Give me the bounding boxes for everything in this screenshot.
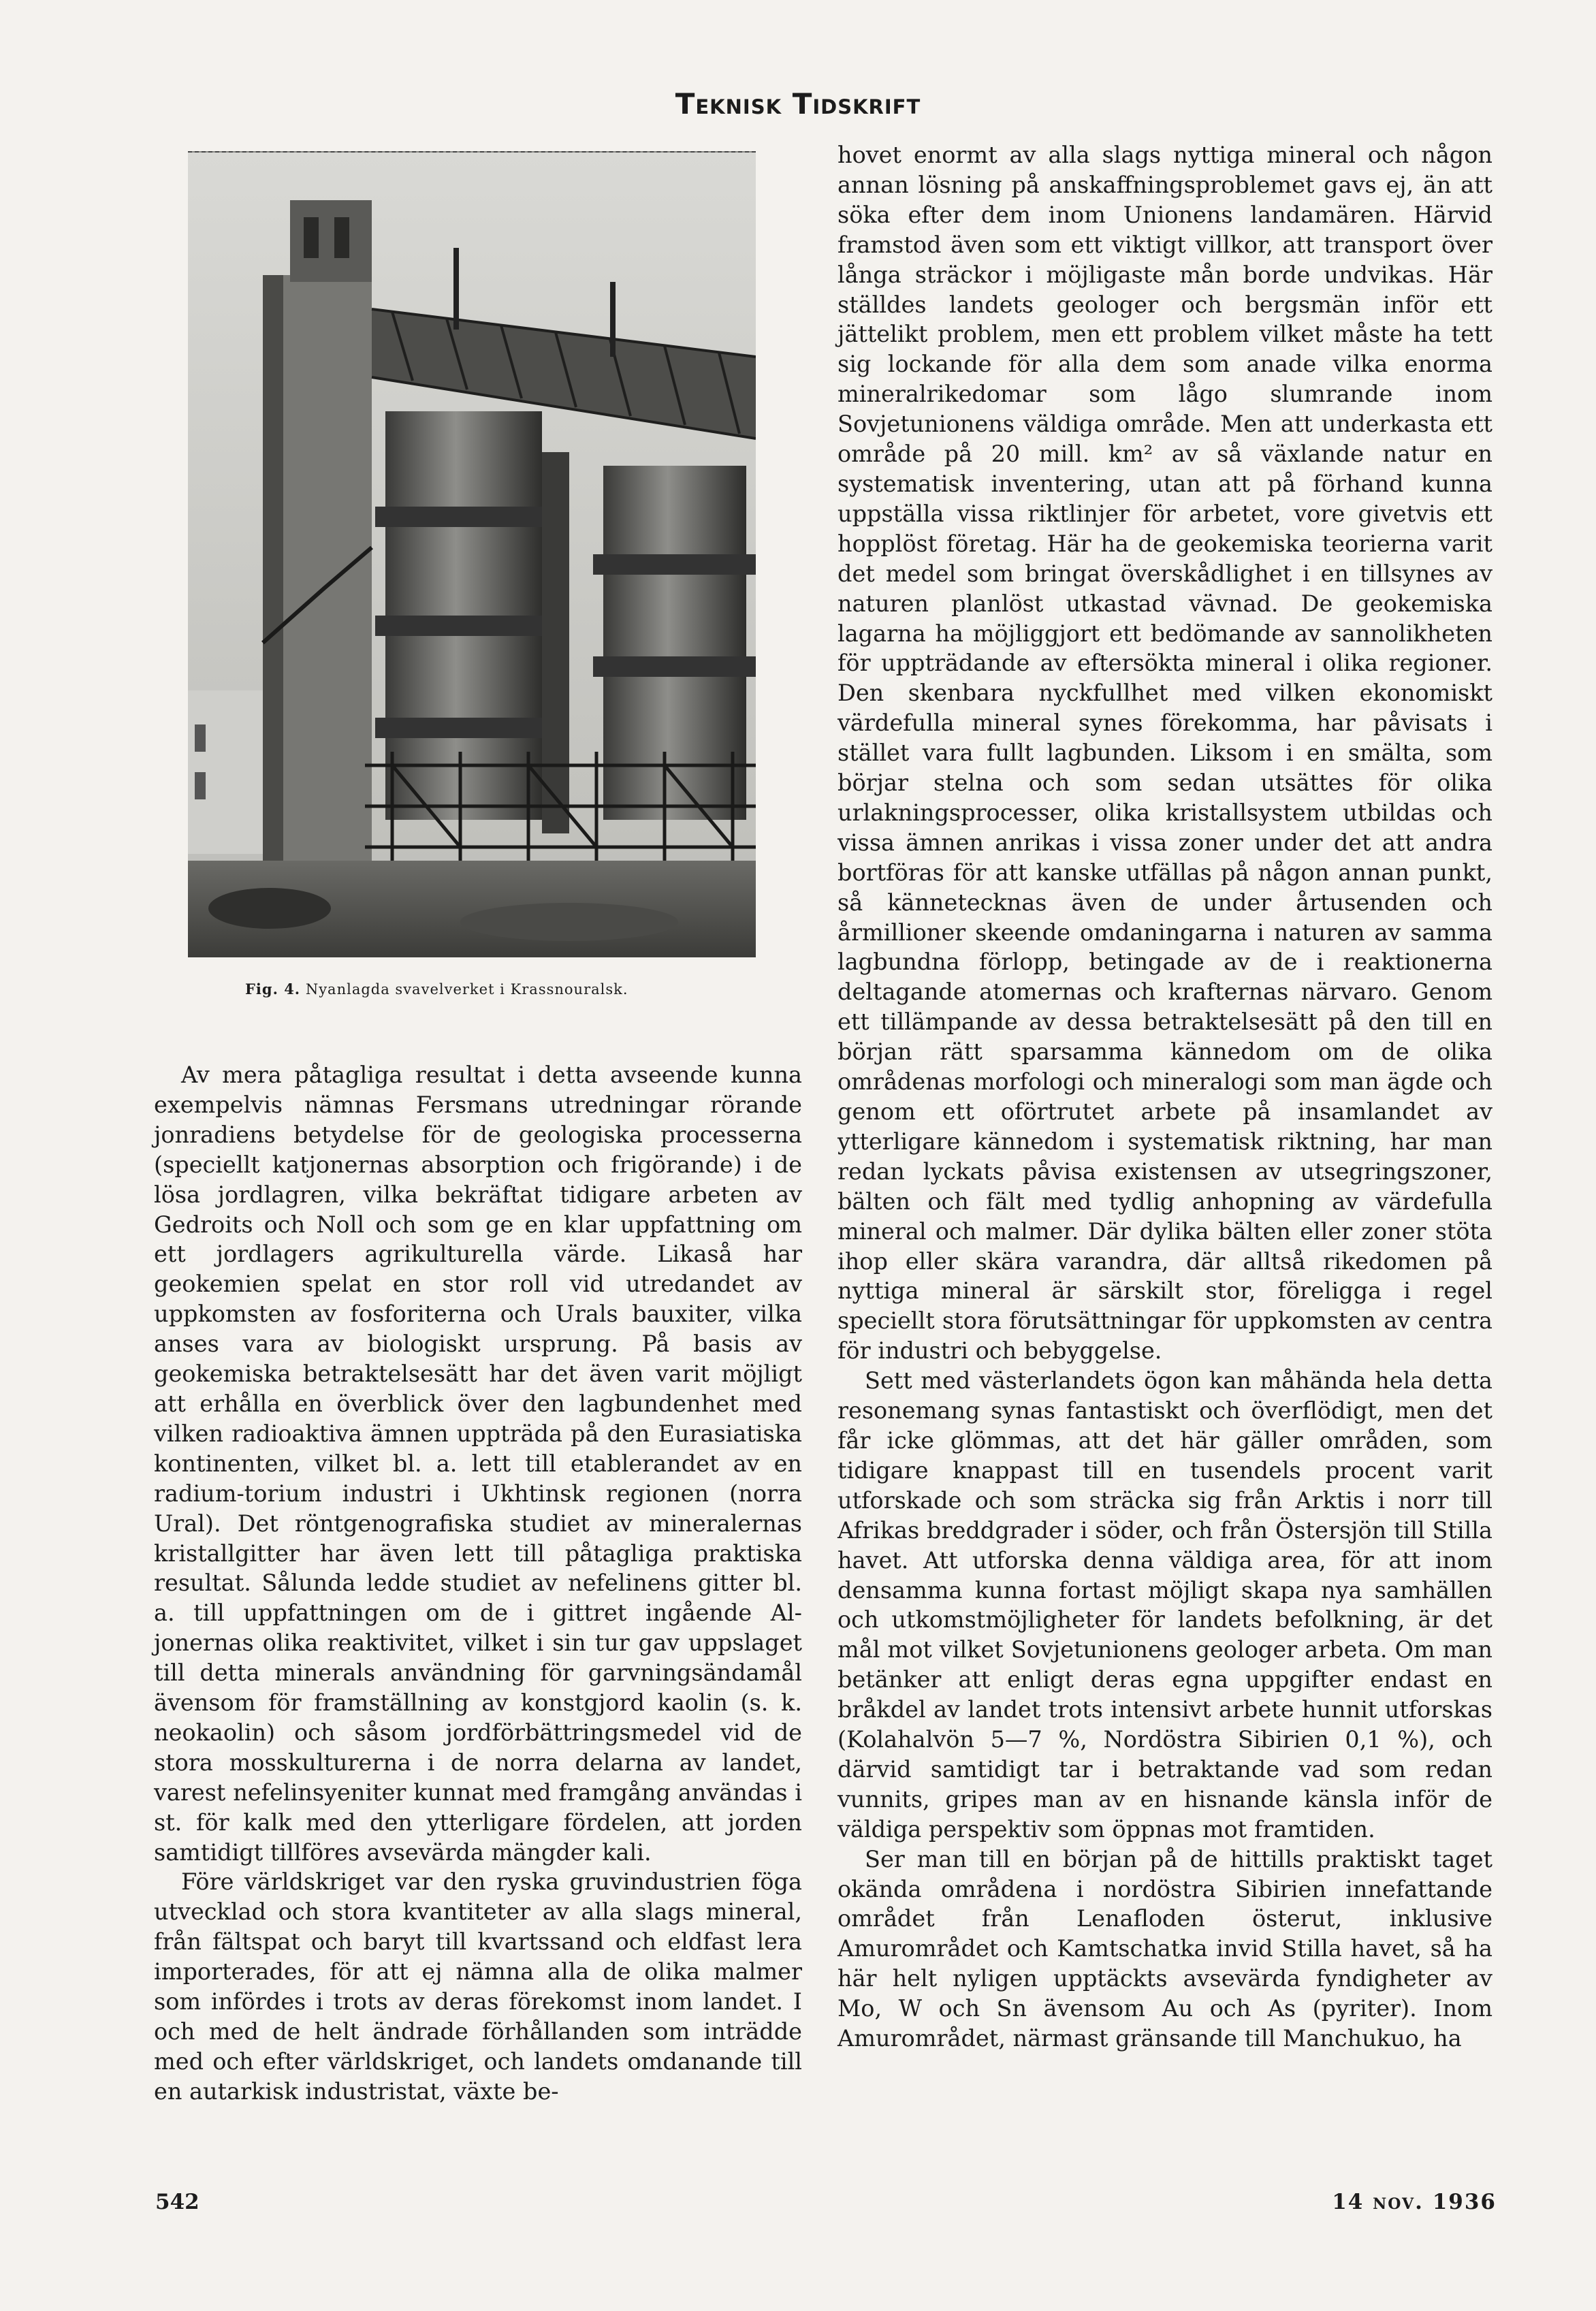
left-paragraph-2: Före världskriget var den ryska gruvindustrien föga utvecklad och stora kvantiteter av alla slags mineral, från fältspat och baryt till kvartssand och eldfast lera importerades, för att ej nämna alla de olika malmer som infördes i trots av deras förekomst inom landet. I och med de helt ändrade förhållanden som inträdde med och efter världskriget, och landets omdanande till en autarkisk industristat, växte be- <box>154 1868 802 2105</box>
figure <box>182 151 757 957</box>
figure-caption-text: Nyanlagda svavelverket i Krassnouralsk. <box>305 981 628 998</box>
right-paragraph-3: Ser man till en början på de hittills praktiskt taget okända områdena i nordöstra Sibirien innefattande området från Lenafloden österut, inklusive Amurområdet och Kamtschatka invid Stilla havet, så ha här helt nyligen upptäckts avsevärda fyndigheter av Mo, W och Sn ävensom Au och As (pyriter). Inom Amurområdet, närmast gränsande till Manchukuo, ha <box>837 1845 1493 2052</box>
figure-caption-label: Fig. 4. <box>245 981 301 998</box>
right-column <box>837 140 1493 2054</box>
page-number: 542 <box>155 2190 200 2214</box>
right-paragraph-2: Sett med västerlandets ögon kan måhända hela detta resonemang synas fantastiskt och överflödigt, men det får icke glömmas, att det här gäller områden, som tidigare knappast till en tusendels procent varit utforskade och som sträcka sig från Arktis i norr till Afrikas breddgrader i söder, och från Östersjön till Stilla havet. Att utforska denna väldiga area, för att inom densamma kunna fortast möjligt skapa nya samhällen och utkomstmöjligheter för landets befolkning, är det mål mot vilket Sovjetunionens geologer arbeta. Om man betänker att enligt deras egna uppgifter endast en bråkdel av landet trots intensivt arbete hunnit utforskas (Kolahalvön 5—7 %, Nordöstra Sibirien 0,1 %), och därvid samtidigt tar i betraktande vad som redan vunnits, gripes man av en hisnande känsla inför de väldiga perspektiv som öppnas mot framtiden. <box>837 1367 1493 1843</box>
photo-illustration <box>188 153 756 957</box>
journal-header: Teknisk Tidskrift <box>675 87 921 121</box>
photo-sulfur-works <box>188 151 756 957</box>
figure-caption <box>245 981 749 998</box>
issue-date: 14 nov. 1936 <box>1332 2190 1497 2214</box>
left-column <box>154 1060 802 2107</box>
right-paragraph-1: hovet enormt av alla slags nyttiga mineral och någon annan lösning på anskaffningsproblemet gavs ej, än att söka efter dem inom Unionens landamären. Härvid framstod även som ett viktigt villkor, att transport över långa sträckor i möjligaste mån borde undvikas. Här ställdes landets geologer och bergsmän inför ett jättelikt problem, men ett problem vilket måste ha tett sig lockande för alla dem som anade vilka enorma mineralrikedomar som lågo slumrande inom Sovjetunionens väldiga område. Men att underkasta ett område på 20 mill. km² av så växlande natur en systematisk inventering, utan att på förhand kunna uppställa vissa riktlinjer för arbetet, vore givetvis ett hopplöst företag. Här ha de geokemiska teorierna varit det medel som bringat överskådlighet i en tillsynes av naturen planlöst utkastad vävnad. De geokemiska lagarna ha möjliggjort ett bedömande av sannolikheten för uppträdande av eftersökta mineral i olika regioner. Den skenbara nyckfullhet med vilken ekonomiskt värdefulla mineral synes förekomma, har påvisats i stället vara fullt lagbunden. Liksom i en smälta, som börjar stelna och som sedan utsättes för olika urlakningsprocesser, olika kristallsystem utbildas och vissa ämnen anrikas i vissa zoner under det att andra bortföras för att kanske utfällas på någon annan punkt, så kännetecknas även de under årtusenden och årmillioner skeende omdaningarna i naturen av samma lagbundna förlopp, betingade av de i reaktionerna deltagande atomernas och krafternas närvaro. Genom ett tillämpande av dessa betraktelsesätt på den till en början rätt sparsamma kännedom om de olika områdenas morfologi och mineralogi som man ägde och genom ett oförtrutet arbete på insamlandet av ytterligare kännedom i systematisk riktning, har man redan lyckats påvisa existensen av utsegringszoner, bälten och fält med tydlig anhopning av värdefulla mineral och malmer. Där dylika bälten eller zoner stöta ihop eller skära varandra, där alltså rikedomen på nyttiga mineral är särskilt stor, föreligga i regel speciellt stora förutsättningar för uppkomsten av centra för industri och bebyggelse. <box>837 142 1493 1365</box>
left-paragraph-1: Av mera påtagliga resultat i detta avseende kunna exempelvis nämnas Fersmans utredningar rörande jonradiens betydelse för de geologiska processerna (speciellt katjonernas absorption och frigörande) i de lösa jordlagren, vilka bekräftat tidigare arbeten av Gedroits och Noll och som ge en klar uppfattning om ett jordlagers agrikulturella värde. Likaså har geokemien spelat en stor roll vid utredandet av uppkomsten av fosforiterna och Urals bauxiter, vilka anses vara av biologiskt ursprung. På basis av geokemiska betraktelsesätt har det även varit möjligt att erhålla en överblick över den lagbundenhet med vilken radioaktiva ämnen uppträda på den Eurasiatiska kontinenten, vilket bl. a. lett till etablerandet av en radium-torium industri i Ukhtinsk regionen (norra Ural). Det röntgenografiska studiet av mineralernas kristallgitter har även lett till påtagliga praktiska resultat. Sålunda ledde studiet av nefelinens gitter bl. a. till uppfattningen om de i gittret ingående Al-jonernas olika reaktivitet, vilket i sin tur gav uppslaget till detta minerals användning för garvningsändamål ävensom för framställning av konstgjord kaolin (s. k. neokaolin) och såsom jordförbättringsmedel vid de stora mosskulturerna i de norra delarna av landet, varest nefelinsyeniter kunnat med framgång användas i st. för kalk med den ytterligare fördelen, att jorden samtidigt tillföres avsevärda mängder kali. <box>154 1062 802 1866</box>
